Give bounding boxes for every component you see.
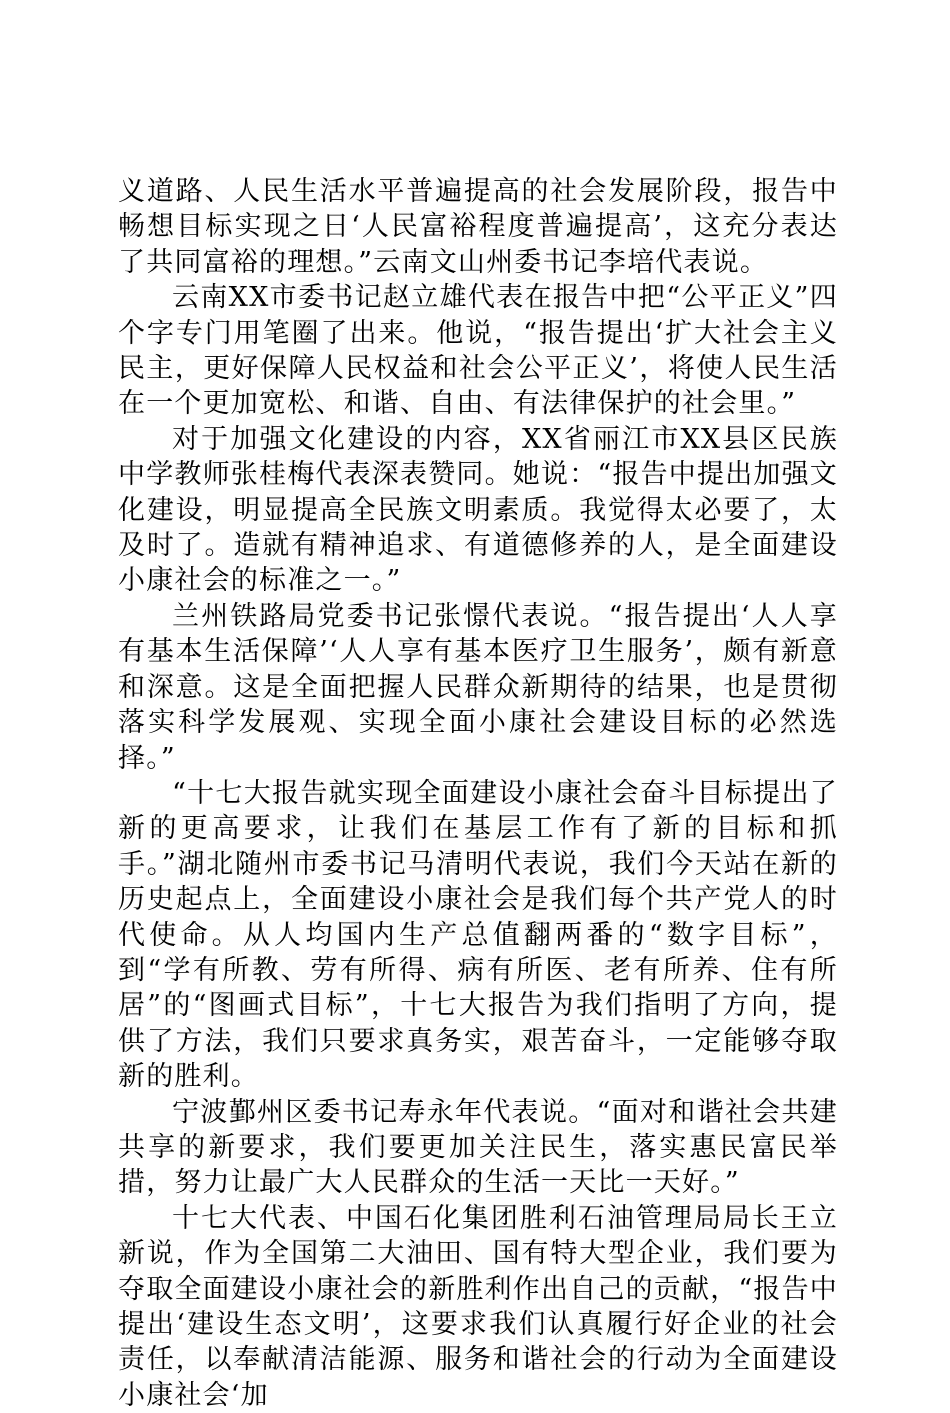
paragraph-shou-yongnian: 宁波鄞州区委书记寿永年代表说。“面对和谐社会共建共享的新要求，我们要更加关注民生，落实惠民富民举措，努力让最广大人民群众的生活一天比一天好。”: [118, 1096, 838, 1199]
paragraph-zhang-guimei: 对于加强文化建设的内容，XX省丽江市XX县区民族中学教师张桂梅代表深表赞同。她说：“报告中提出加强文化建设，明显提高全民族文明素质。我觉得太必要了，太及时了。造就有精神追求、有道德修养的人，是全面建设小康社会的标准之一。”: [118, 423, 839, 597]
document-body: [118, 174, 838, 1413]
paragraph-zhang-jing: 兰州铁路局党委书记张憬代表说。“报告提出‘人人享有基本生活保障’‘人人享有基本医疗卫生服务’，颇有新意和深意。这是全面把握人民群众新期待的结果，也是贯彻落实科学发展观、实现全面小康社会建设目标的必然选择。”: [118, 600, 838, 774]
paragraph-ma-qingming: “十七大报告就实现全面建设小康社会奋斗目标提出了新的更高要求，让我们在基层工作有了新的目标和抓手。”湖北随州市委书记马清明代表说，我们今天站在新的历史起点上，全面建设小康社会是我们每个共产党人的时代使命。从人均国内生产总值翻两番的“数字目标”，到“学有所教、劳有所得、病有所医、老有所养、住有所居”的“图画式目标”，十七大报告为我们指明了方向，提供了方法，我们只要求真务实，艰苦奋斗，一定能够夺取新的胜利。: [118, 777, 838, 1093]
paragraph-wang-lixin: 十七大代表、中国石化集团胜利石油管理局局长王立新说，作为全国第二大油田、国有特大型企业，我们要为夺取全面建设小康社会的新胜利作出自己的贡献，“报告中提出‘建设生态文明’，这要求我们认真履行好企业的社会责任，以奉献清洁能源、服务和谐社会的行动为全面建设小康社会‘加: [118, 1202, 839, 1411]
paragraph-zhao-lixiong: 云南XX市委书记赵立雄代表在报告中把“公平正义”四个字专门用笔圈了出来。他说，“报告提出‘扩大社会主义民主，更好保障人民权益和社会公平正义’，将使人民生活在一个更加宽松、和谐、自由、有法律保护的社会里。”: [118, 282, 838, 420]
paragraph-continuation: 义道路、人民生活水平普遍提高的社会发展阶段，报告中畅想目标实现之日‘人民富裕程度普遍提高’，这充分表达了共同富裕的理想。”云南文山州委书记李培代表说。: [118, 176, 838, 278]
